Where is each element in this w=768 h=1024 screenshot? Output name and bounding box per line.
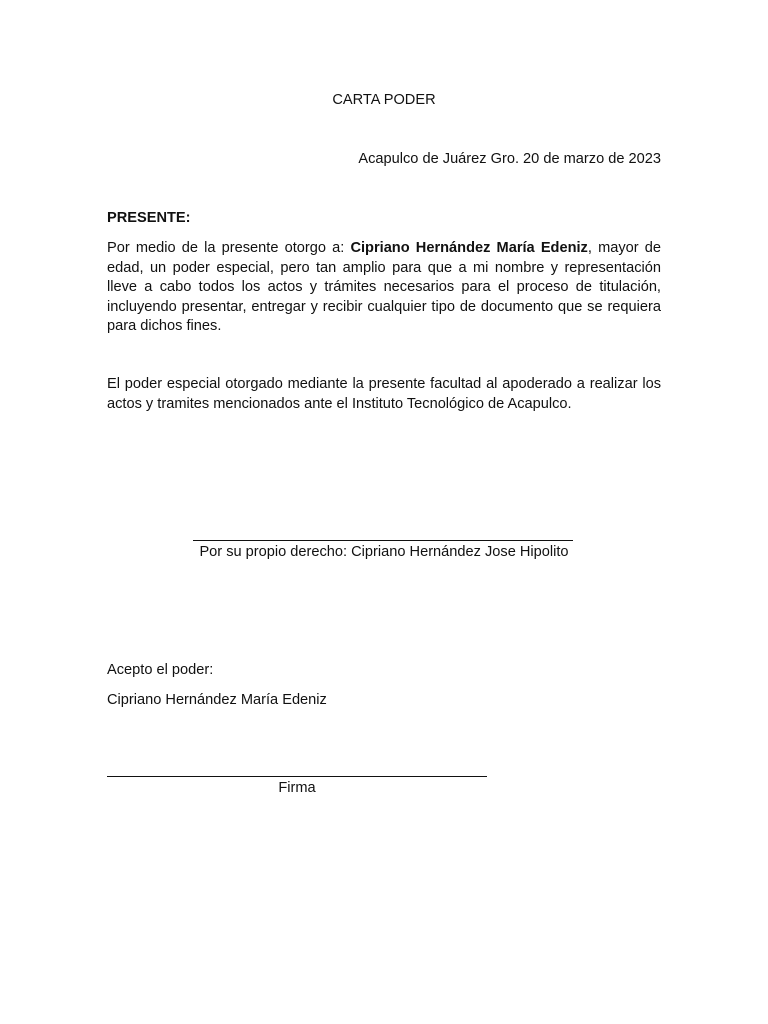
letter-title: CARTA PODER [332,92,436,108]
grantee-signature-line [107,776,487,777]
grantor-signature-label: Por su propio derecho: Cipriano Hernández Jose Hipolito [199,544,569,560]
paragraph-scope: El poder especial otorgado mediante la presente facultad al apoderado a realizar los actos y tramites mencionados ante el Instituto Tecnológico de Acapulco. [107,376,661,412]
paragraph-grant-rest: , mayor de edad, un poder especial, pero tan amplio para que a mi nombre y representación lleve a cabo todos los actos y trámites necesarios para el proceso de titulación, incluyendo presentar, entregar y recibir cualquier tipo de documento que se requiera para dichos fines. [107,240,661,335]
paragraph-grant-intro: Por medio de la presente otorgo a: [107,240,351,256]
grantor-signature-line [193,540,573,541]
acceptance-name: Cipriano Hernández María Edeniz [107,692,327,708]
acceptance-label: Acepto el poder: [107,662,214,678]
grantee-name: Cipriano Hernández María Edeniz [350,240,588,256]
paragraph-grant [107,239,661,337]
salutation: PRESENTE: [107,210,191,226]
grantee-signature-label: Firma [278,780,316,796]
date-line: Acapulco de Juárez Gro. 20 de marzo de 2023 [358,151,661,167]
